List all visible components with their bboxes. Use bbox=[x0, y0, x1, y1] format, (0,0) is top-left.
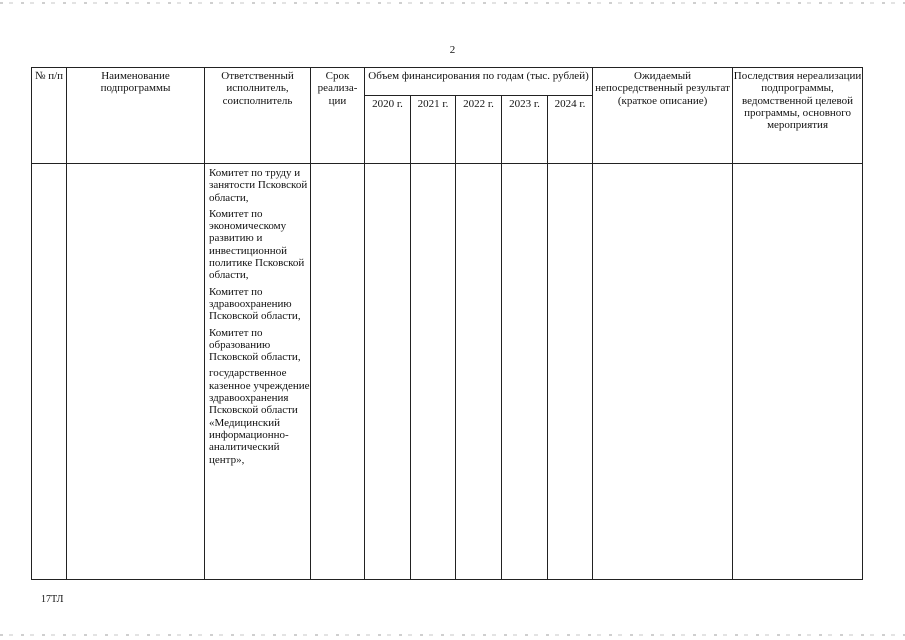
header-subprogram-name: Наименование подпрограммы bbox=[67, 68, 205, 164]
header-year-2024: 2024 г. bbox=[548, 96, 593, 164]
cell-funding-2021 bbox=[411, 164, 456, 580]
scan-artifact-top bbox=[0, 2, 905, 4]
cell-funding-2022 bbox=[456, 164, 502, 580]
header-num: № п/п bbox=[32, 68, 67, 164]
executor-item: Комитет по здравоохранению Псковской области, bbox=[209, 285, 301, 323]
cell-expected-result bbox=[593, 164, 733, 580]
scan-artifact-bottom bbox=[0, 634, 905, 636]
executor-item: Комитет по образованию Псковской области, bbox=[209, 326, 301, 364]
cell-num bbox=[32, 164, 67, 580]
header-funding: Объем финансирования по годам (тыс. рублей) bbox=[365, 68, 593, 96]
header-term: Срок реализа-ции bbox=[311, 68, 365, 164]
header-expected-result: Ожидаемый непосредственный результат (краткое описание) bbox=[593, 68, 733, 164]
cell-funding-2024 bbox=[548, 164, 593, 580]
executor-item: Комитет по труду и занятости Псковской области, bbox=[209, 167, 308, 204]
executor-item: государственное казенное учреждение здравоохранения Псковской области «Медицинский информационно-аналитический центр», bbox=[209, 367, 310, 466]
cell-consequences bbox=[733, 164, 863, 580]
header-year-2020: 2020 г. bbox=[365, 96, 411, 164]
cell-subprogram-name bbox=[67, 164, 205, 580]
header-consequences: Последствия нереализации подпрограммы, ведомственной целевой программы, основного мероприятия bbox=[733, 68, 863, 164]
executor-item: Комитет по экономическому развитию и инвестиционной политике Псковской области, bbox=[209, 207, 305, 282]
cell-funding-2023 bbox=[502, 164, 548, 580]
page-number: 2 bbox=[449, 44, 456, 56]
header-year-2023: 2023 г. bbox=[502, 96, 548, 164]
cell-executors bbox=[205, 164, 311, 580]
header-year-2022: 2022 г. bbox=[456, 96, 502, 164]
cell-term bbox=[311, 164, 365, 580]
header-year-2021: 2021 г. bbox=[411, 96, 456, 164]
footer-code: 17ТЛ bbox=[41, 594, 64, 605]
cell-funding-2020 bbox=[365, 164, 411, 580]
header-executor: Ответственный исполнитель, соисполнитель bbox=[205, 68, 311, 164]
table-row bbox=[32, 164, 863, 580]
subprogram-table bbox=[31, 67, 863, 580]
